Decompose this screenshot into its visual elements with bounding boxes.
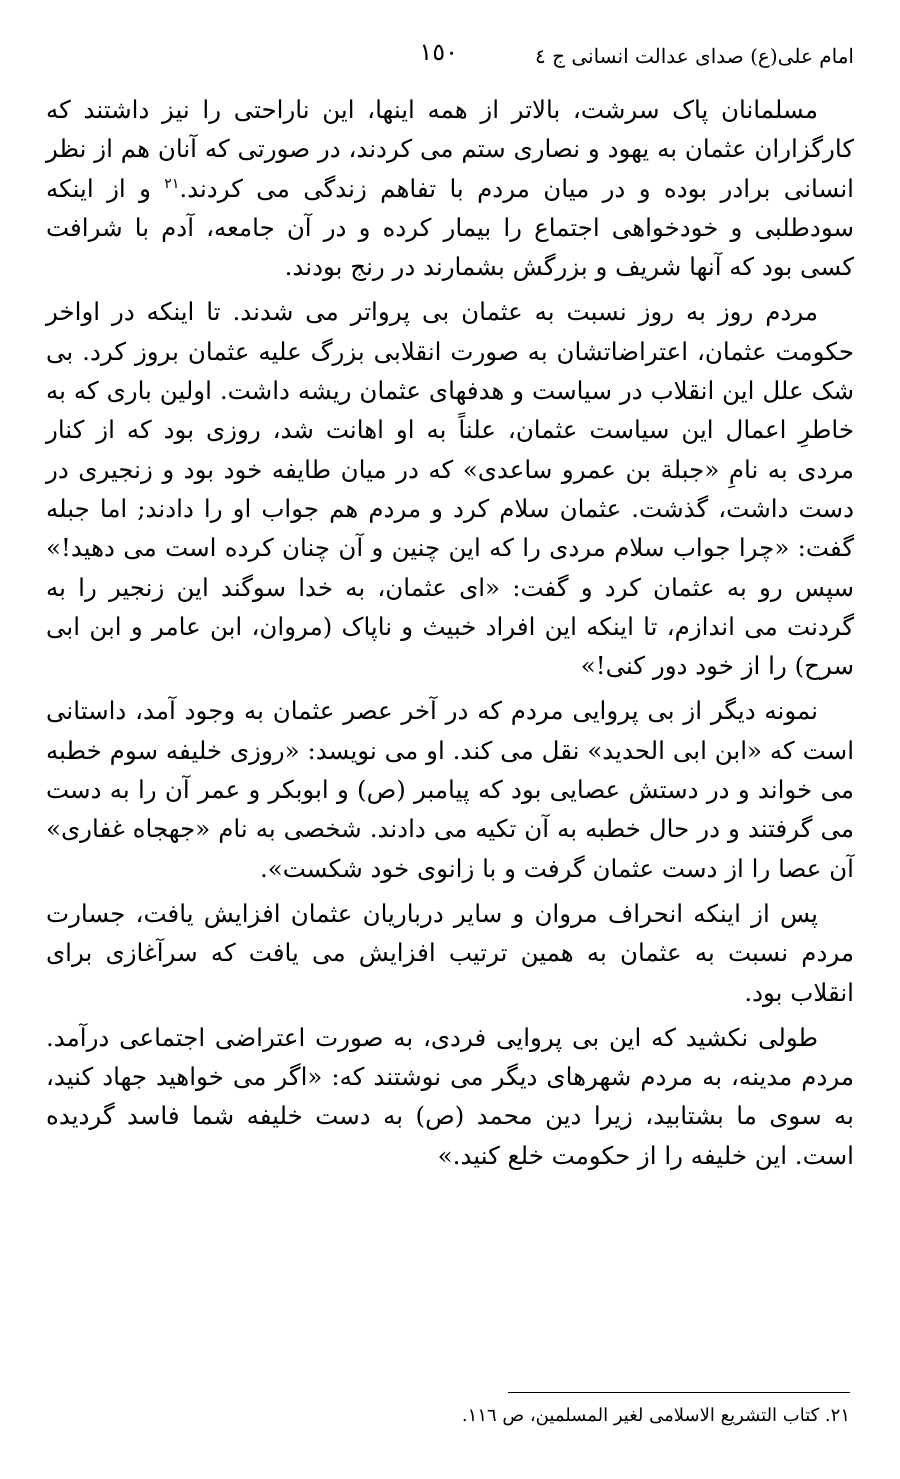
page-number: ١٥٠ [419,38,458,66]
footnote-reference: ٢١ [164,175,180,192]
running-title: امام علی(ع) صدای عدالت انسانی ج ٤ [534,44,854,68]
paragraph-3: نمونه دیگر از بی پروایی مردم که در آخر عصر عثمان به وجود آمد، داستانی است که «ابن ابی الحدید» نقل می کند. او می نویسد: «روزی خلیفه سوم خطبه می خواند و در دستش عصایی بود که پیامبر (ص) و ابوبکر و عمر آن را به دست می گرفتند و در حال خطبه به آن تکیه می دادند. شخصی به نام «جهجاه غفاری» آن عصا را از دست عثمان گرفت و با زانوی خود شکست». [46,696,854,883]
paragraph-1 [46,90,854,286]
footnote: ٢١. کتاب التشریع الاسلامی لغیر المسلمین، ص ١١٦. [461,1405,850,1426]
page-header [40,38,854,74]
paragraph-2: مردم روز به روز نسبت به عثمان بی پرواتر می شدند. تا اینکه در اواخر حکومت عثمان، اعتراضاتشان به صورت انقلابی بزرگ علیه عثمان بروز کرد. بی شک علل این انقلاب در سیاست و هدفهای عثمان ریشه داشت. اولین باری که به خاطرِ اعمال این سیاست عثمان، علناً به او اهانت شد، روزی بود که از کنار مردی به نامِ «جبلة بن عمرو ساعدی» که در میان طایفه خود بود و زنجیری در دست داشت، گذشت. عثمان سلام کرد و مردم هم جواب او را دادند; اما جبله گفت: «چرا جواب سلام مردی را که این چنین و آن چنان کرده است می دهید!» سپس رو به عثمان کرد و گفت: «ای عثمان، به خدا سوگند این زنجیر را به گردنت می اندازم، تا اینکه این افراد خبیث و ناپاک (مروان، ابن عامر و ابن ابی سرح) را از خود دور کنی!» [46,297,854,681]
footnote-divider [508,1392,850,1393]
paragraph-5: طولی نکشید که این بی پروایی فردی، به صورت اعتراضی اجتماعی درآمد. مردم مدینه، به مردم شهرهای دیگر می نوشتند که: «اگر می خواهید جهاد کنید، به سوی ما بشتابید، زیرا دین محمد (ص) به دست خلیفه شما فاسد گردیده است. این خلیفه را از حکومت خلع کنید.» [46,1022,854,1170]
paragraph-1-text-before: مسلمانان پاک سرشت، بالاتر از همه اینها، این ناراحتی را نیز داشتند که کارگزاران عثمان به یهود و نصاری ستم می کردند، در صورتی که آنان هم از نظر انسانی برادر بوده و در میان مردم با تفاهم زندگی می کردند. [46,95,854,203]
paragraph-4: پس از اینکه انحراف مروان و سایر درباریان عثمان افزایش یافت، جسارت مردم نسبت به عثمان به همین ترتیب افزایش می یافت که سرآغازی برای انقلاب بود. [46,898,854,1007]
paragraph-1-text-after: و از اینکه سودطلبی و خودخواهی اجتماع را بیمار کرده و در آن جامعه، آدم با شرافت کسی بود که آنها شریف و بزرگش بشمارند در رنج بودند. [46,173,854,282]
body-text [46,90,854,1181]
